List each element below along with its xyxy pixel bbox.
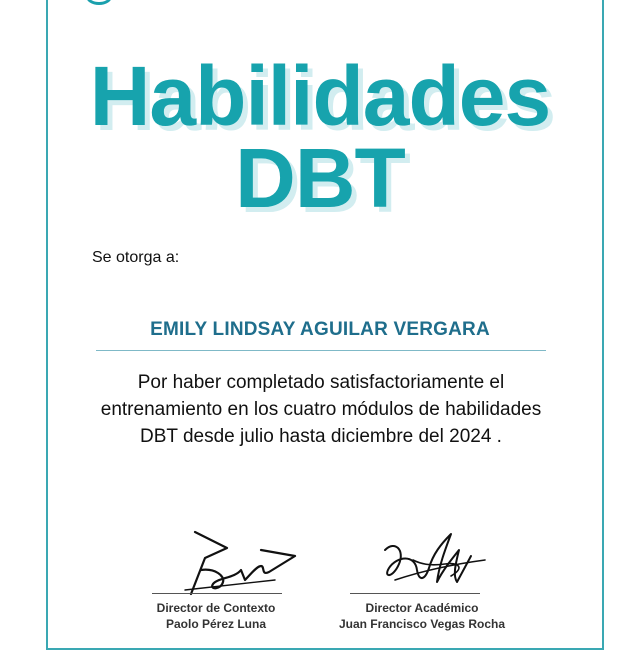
awarded-to-label: Se otorga a: — [92, 249, 180, 266]
certificate-body: Por haber completado satisfactoriamente el entrenamiento en los cuatro módulos de habilidades DBT desde julio hasta diciembre del 2024 . — [100, 372, 542, 447]
signer-name-right: Juan Francisco Vegas Rocha — [338, 617, 506, 631]
recipient-underline — [96, 350, 546, 351]
signer-role-right: Director Académico — [365, 601, 479, 615]
signature-right — [355, 520, 515, 600]
signer-name-left: Paolo Pérez Luna — [165, 617, 267, 631]
signature-line-left — [152, 593, 282, 594]
signature-line-right — [350, 593, 480, 594]
recipient-name: EMILY LINDSAY AGUILAR VERGARA — [150, 319, 490, 340]
certificate-title-line2: DBT — [235, 131, 405, 225]
certificate-title-line1: Habilidades — [89, 49, 551, 143]
signature-left — [165, 520, 325, 600]
signer-role-left: Director de Contexto — [156, 601, 276, 615]
